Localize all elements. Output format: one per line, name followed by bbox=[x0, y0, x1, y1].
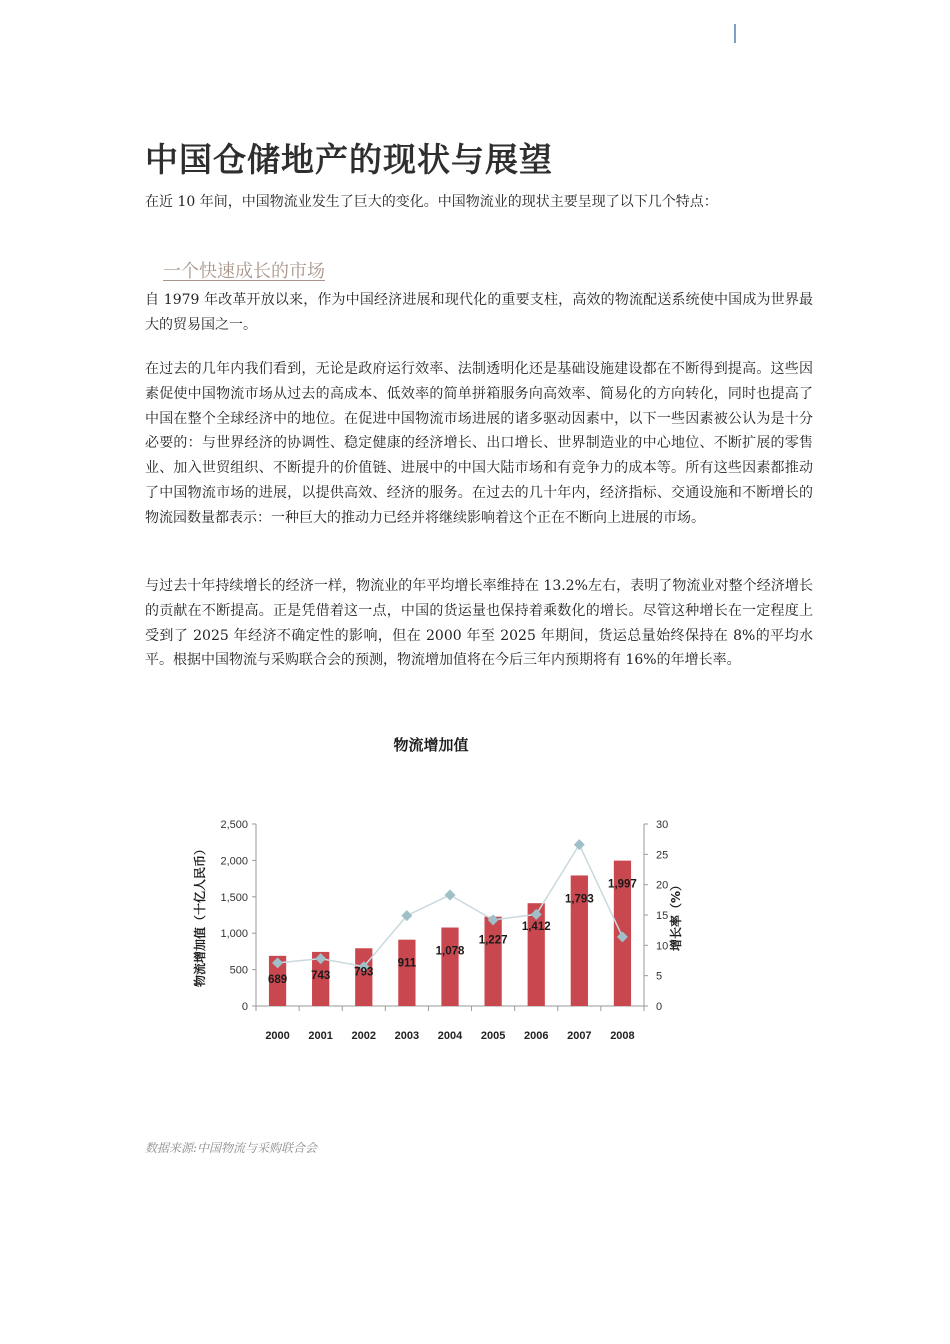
bar-value-label: 743 bbox=[311, 969, 331, 982]
source-note: 数据来源:中国物流与采购联合会 bbox=[145, 1141, 318, 1155]
bar-value-label: 911 bbox=[397, 957, 417, 970]
growth-rate-marker bbox=[574, 839, 585, 850]
page-title: 中国仓储地产的现状与展望 bbox=[145, 140, 553, 179]
body-paragraph-3: 与过去十年持续增长的经济一样，物流业的年平均增长率维持在 13.2%左右，表明了物流业对整个经济增长的贡献在不断提高。正是凭借着这一点，中国的货运量也保持着乘数化的增长。尽管这种增长在一定程度上受到了 2025 年经济不确定性的影响，但在 2000 年至 2025 年期间，货运总量始终保持在 8%的平均水平。根据中国物流与采购联合会的预测，物流增加值将在今后三年内预期将有 16%的年增长率。 bbox=[145, 578, 813, 669]
bar-value-label: 1,078 bbox=[435, 945, 465, 958]
x-tick-label: 2003 bbox=[394, 1030, 420, 1042]
bar-value-label: 689 bbox=[267, 973, 288, 986]
y2-tick-label: 10 bbox=[656, 940, 669, 953]
bar-value-label: 1,997 bbox=[608, 878, 637, 891]
bar bbox=[398, 940, 415, 1006]
y2-tick-label: 20 bbox=[656, 879, 669, 892]
bar bbox=[484, 917, 501, 1006]
y2-tick-label: 0 bbox=[656, 1001, 663, 1013]
bar-value-label: 793 bbox=[354, 966, 374, 979]
y2-tick-label: 30 bbox=[656, 819, 669, 831]
y-tick-label: 500 bbox=[229, 964, 248, 977]
x-tick-label: 2002 bbox=[351, 1030, 377, 1042]
x-tick-label: 2008 bbox=[610, 1030, 635, 1042]
y-tick-label: 2,500 bbox=[220, 819, 248, 831]
y2-tick-label: 15 bbox=[656, 910, 669, 922]
y2-tick-label: 5 bbox=[656, 970, 663, 983]
y-tick-label: 2,000 bbox=[220, 855, 248, 868]
chart-title: 物流增加值 bbox=[393, 736, 469, 754]
section-heading: 一个快速成长的市场 bbox=[163, 261, 325, 282]
y2-tick-label: 25 bbox=[656, 849, 669, 862]
y-tick-label: 1,500 bbox=[220, 891, 248, 904]
x-tick-label: 2005 bbox=[480, 1030, 506, 1042]
bar-value-label: 1,412 bbox=[521, 921, 551, 934]
y2-axis-label: 增长率（%） bbox=[669, 878, 683, 952]
x-tick-label: 2006 bbox=[523, 1030, 549, 1042]
bar-value-label: 1,793 bbox=[564, 893, 594, 906]
header-mark bbox=[734, 24, 736, 43]
growth-rate-marker bbox=[445, 889, 456, 900]
body-paragraph-1: 自 1979 年改革开放以来，作为中国经济进展和现代化的重要支柱，高效的物流配送系统使中国成为世界最大的贸易国之一。 bbox=[145, 292, 813, 333]
logistics-value-chart bbox=[180, 730, 683, 1060]
x-tick-label: 2007 bbox=[567, 1030, 592, 1042]
x-tick-label: 2000 bbox=[265, 1030, 290, 1042]
intro-paragraph: 在近 10 年间，中国物流业发生了巨大的变化。中国物流业的现状主要呈现了以下几个特点： bbox=[145, 194, 718, 210]
body-paragraph-2: 在过去的几年内我们看到，无论是政府运行效率、法制透明化还是基础设施建设都在不断得到提高。这些因素促使中国物流市场从过去的高成本、低效率的简单拼箱服务向高效率、简易化的方向转化，同时也提高了中国在整个全球经济中的地位。在促进中国物流市场进展的诸多驱动因素中，以下一些因素被公认为是十分必要的：与世界经济的协调性、稳定健康的经济增长、出口增长、世界制造业的中心地位、不断扩展的零售业、加入世贸组织、不断提升的价值链、进展中的中国大陆市场和有竞争力的成本等。所有这些因素都推动了中国物流市场的进展，以提供高效、经济的服务。在过去的几十年内，经济指标、交通设施和不断增长的物流园数量都表示：一种巨大的推动力已经并将继续影响着这个正在不断向上进展的市场。 bbox=[145, 361, 813, 526]
y-tick-label: 1,000 bbox=[220, 928, 248, 941]
bar-value-label: 1,227 bbox=[478, 934, 508, 947]
bar bbox=[441, 928, 458, 1006]
y-axis-label: 物流增加值（十亿人民币） bbox=[193, 842, 207, 988]
x-tick-label: 2004 bbox=[437, 1030, 463, 1042]
x-tick-label: 2001 bbox=[308, 1030, 333, 1042]
y-tick-label: 0 bbox=[241, 1001, 248, 1013]
